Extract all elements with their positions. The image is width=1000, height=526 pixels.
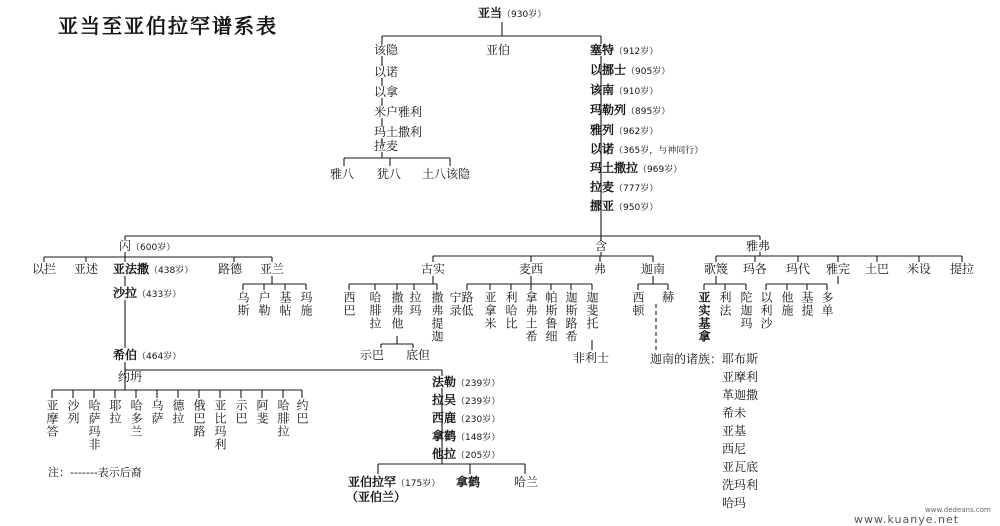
node-ludim: 路低 <box>460 291 474 317</box>
node-jobab: 约巴 <box>295 399 309 425</box>
node-name: 挪亚 <box>590 199 615 213</box>
node-eber <box>113 349 181 364</box>
node-name: 玛勒列 <box>590 103 627 117</box>
node-name: 拉麦 <box>590 180 615 194</box>
node-dedan: 底但 <box>406 348 431 362</box>
node-amorite: 亚摩利 <box>722 370 759 384</box>
node-haran: 哈兰 <box>514 475 539 489</box>
node-methuselah <box>590 162 682 177</box>
node-abimael: 亚比玛利 <box>213 399 227 451</box>
node-abram-alias: （亚伯兰） <box>346 490 407 504</box>
node-name: 亚法撒 <box>113 262 150 276</box>
node-sheleph: 沙列 <box>66 399 80 425</box>
watermark: www.kuanye.net <box>854 513 960 526</box>
node-sidon: 西顿 <box>631 291 645 317</box>
node-meshech: 米设 <box>907 262 932 276</box>
canaanite-tribes-label: 迦南的诸族： <box>650 352 723 366</box>
node-madai: 玛代 <box>786 262 811 276</box>
node-lamech <box>590 181 658 196</box>
node-nahor-elder <box>432 430 500 445</box>
chart-title: 亚当至亚伯拉罕谱系表 <box>58 14 278 38</box>
node-uz: 乌斯 <box>236 291 250 317</box>
node-age: （895岁） <box>626 107 671 117</box>
node-anamim: 亚拿米 <box>483 291 497 330</box>
node-age: （777岁） <box>614 184 659 194</box>
node-name: 以诺 <box>590 142 615 156</box>
node-mash: 玛施 <box>299 291 313 317</box>
node-jebusite: 耶布斯 <box>722 352 759 366</box>
node-javan: 雅完 <box>826 262 851 276</box>
node-mizraim: 麦西 <box>519 262 544 276</box>
node-diklah: 德拉 <box>171 399 185 425</box>
node-name: 闪 <box>119 239 132 253</box>
node-name: 塞特 <box>590 43 615 57</box>
node-zemarite: 洗玛利 <box>722 478 759 492</box>
node-age: （930岁） <box>502 10 547 20</box>
node-mahalalel <box>590 104 670 119</box>
node-lehabim: 利哈比 <box>504 291 518 330</box>
node-name: 雅列 <box>590 123 615 137</box>
node-kenan <box>590 84 658 99</box>
node-name: 沙拉 <box>113 286 138 300</box>
node-dodanim: 多单 <box>820 291 834 317</box>
node-ham: 含 <box>595 239 608 253</box>
node-age: （912岁） <box>614 47 659 57</box>
node-name: 亚当 <box>478 6 503 20</box>
node-name: 西鹿 <box>432 411 457 425</box>
node-terah <box>432 448 500 463</box>
node-lamech-cain: 拉麦 <box>374 139 399 153</box>
node-abraham <box>348 476 440 491</box>
node-casluhim: 迦斯路希 <box>564 291 578 343</box>
node-lud: 路德 <box>218 262 243 276</box>
node-jubal: 犹八 <box>377 167 402 181</box>
node-age: （365岁，与神同行） <box>614 146 704 156</box>
node-reu <box>432 394 500 409</box>
node-seth <box>590 44 658 59</box>
watermark-small: www.dedeans.com <box>925 506 991 514</box>
node-japheth: 雅弗 <box>746 239 771 253</box>
node-hadoram: 哈多兰 <box>129 399 143 438</box>
node-age: （205岁） <box>456 451 501 461</box>
node-elam: 以拦 <box>32 262 57 276</box>
node-hazarmaveth: 哈萨玛非 <box>87 399 101 451</box>
node-sabteca: 撒弗提迦 <box>430 291 444 343</box>
node-age: （600岁） <box>131 243 176 253</box>
node-name: 他拉 <box>432 447 457 461</box>
node-hamathite: 哈玛 <box>722 496 747 510</box>
node-sabtah: 撒弗他 <box>390 291 404 330</box>
node-riphath: 利法 <box>718 291 732 317</box>
node-age: （433岁） <box>137 290 182 300</box>
node-adam <box>478 7 546 22</box>
node-canaan: 迦南 <box>641 262 666 276</box>
node-heth: 赫 <box>662 290 675 304</box>
node-pathrusim: 帕斯鲁细 <box>544 291 558 343</box>
node-age: （239岁） <box>456 397 501 407</box>
node-arvadite: 亚瓦底 <box>722 460 759 474</box>
node-name: 该南 <box>590 83 615 97</box>
node-cush: 古实 <box>421 262 446 276</box>
node-joktan: 约坍 <box>118 370 143 384</box>
node-serug <box>432 412 500 427</box>
node-sheba: 示巴 <box>360 348 385 362</box>
node-tiras: 提拉 <box>950 262 975 276</box>
node-ashkenaz: 亚实基拿 <box>697 291 711 343</box>
node-almodad: 亚摩答 <box>45 399 59 438</box>
node-uzal: 乌萨 <box>150 399 164 425</box>
node-age: （464岁） <box>137 352 182 362</box>
node-age: （910岁） <box>614 87 659 97</box>
node-name: 拿鹤 <box>432 429 457 443</box>
node-naphtuhim: 拿弗土希 <box>524 291 538 343</box>
node-sheba-joktan: 示巴 <box>234 399 248 425</box>
node-caphtorim: 迦斐托 <box>585 291 599 330</box>
node-methushael: 玛土撒利 <box>374 125 423 139</box>
node-cain: 该隐 <box>374 43 399 57</box>
node-name: 希伯 <box>113 348 138 362</box>
node-mehujael: 米户雅利 <box>374 105 423 119</box>
node-enosh <box>590 64 670 79</box>
node-asshur: 亚述 <box>74 262 99 276</box>
node-age: （905岁） <box>626 67 671 77</box>
node-name: 以挪士 <box>590 63 627 77</box>
node-elishah: 以利沙 <box>759 291 773 330</box>
node-jared <box>590 124 658 139</box>
node-togarmah: 陀迦玛 <box>739 291 753 330</box>
node-arkite: 亚基 <box>722 424 747 438</box>
node-sinite: 西尼 <box>722 442 747 456</box>
node-gether: 基帖 <box>278 291 292 317</box>
node-philistines: 非利士 <box>573 351 610 365</box>
node-jabal: 雅八 <box>330 167 355 181</box>
node-magog: 玛各 <box>743 262 768 276</box>
node-age: （148岁） <box>456 433 501 443</box>
legend-note: 注：-------表示后裔 <box>48 466 142 479</box>
node-jerah: 耶拉 <box>108 399 122 425</box>
node-girgashite: 革迦撒 <box>722 388 759 402</box>
node-irad: 以拿 <box>374 85 399 99</box>
node-name: 亚伯拉罕 <box>348 475 397 489</box>
node-name: 玛土撒拉 <box>590 161 639 175</box>
node-age: （175岁） <box>396 479 441 489</box>
node-abel: 亚伯 <box>486 43 511 57</box>
node-tubal: 土巴 <box>865 262 890 276</box>
node-shem <box>119 240 175 255</box>
node-enoch <box>590 143 703 158</box>
node-gomer: 歌篾 <box>704 262 729 276</box>
node-kittim: 基提 <box>800 291 814 317</box>
node-tarshish: 他施 <box>780 291 794 317</box>
node-aram: 亚兰 <box>260 262 285 276</box>
node-age: （950岁） <box>614 203 659 213</box>
node-age: （230岁） <box>456 415 501 425</box>
node-seba: 西巴 <box>342 291 356 317</box>
node-age: （969岁） <box>638 165 683 175</box>
node-tubal-cain: 土八该隐 <box>422 167 471 181</box>
node-name: 法勒 <box>432 375 457 389</box>
node-havilah-joktan: 哈腓拉 <box>276 399 290 438</box>
node-obal: 俄巴路 <box>192 399 206 438</box>
node-noah <box>590 200 658 215</box>
node-nimrod: 宁录 <box>448 291 462 317</box>
node-age: （962岁） <box>614 127 659 137</box>
node-name: 拉吴 <box>432 393 457 407</box>
node-hul: 户勒 <box>257 291 271 317</box>
node-age: （239岁） <box>456 379 501 389</box>
node-havilah: 哈腓拉 <box>368 291 382 330</box>
node-ophir: 阿斐 <box>255 399 269 425</box>
node-age: （438岁） <box>149 266 194 276</box>
node-enoch-cain: 以诺 <box>374 65 399 79</box>
node-salah <box>113 287 181 302</box>
node-peleg <box>432 376 500 391</box>
node-raamah: 拉玛 <box>408 291 422 317</box>
node-arphaxad <box>113 263 193 278</box>
node-put: 弗 <box>594 262 607 276</box>
node-hivite: 希未 <box>722 406 747 420</box>
node-nahor: 拿鹤 <box>456 475 481 489</box>
